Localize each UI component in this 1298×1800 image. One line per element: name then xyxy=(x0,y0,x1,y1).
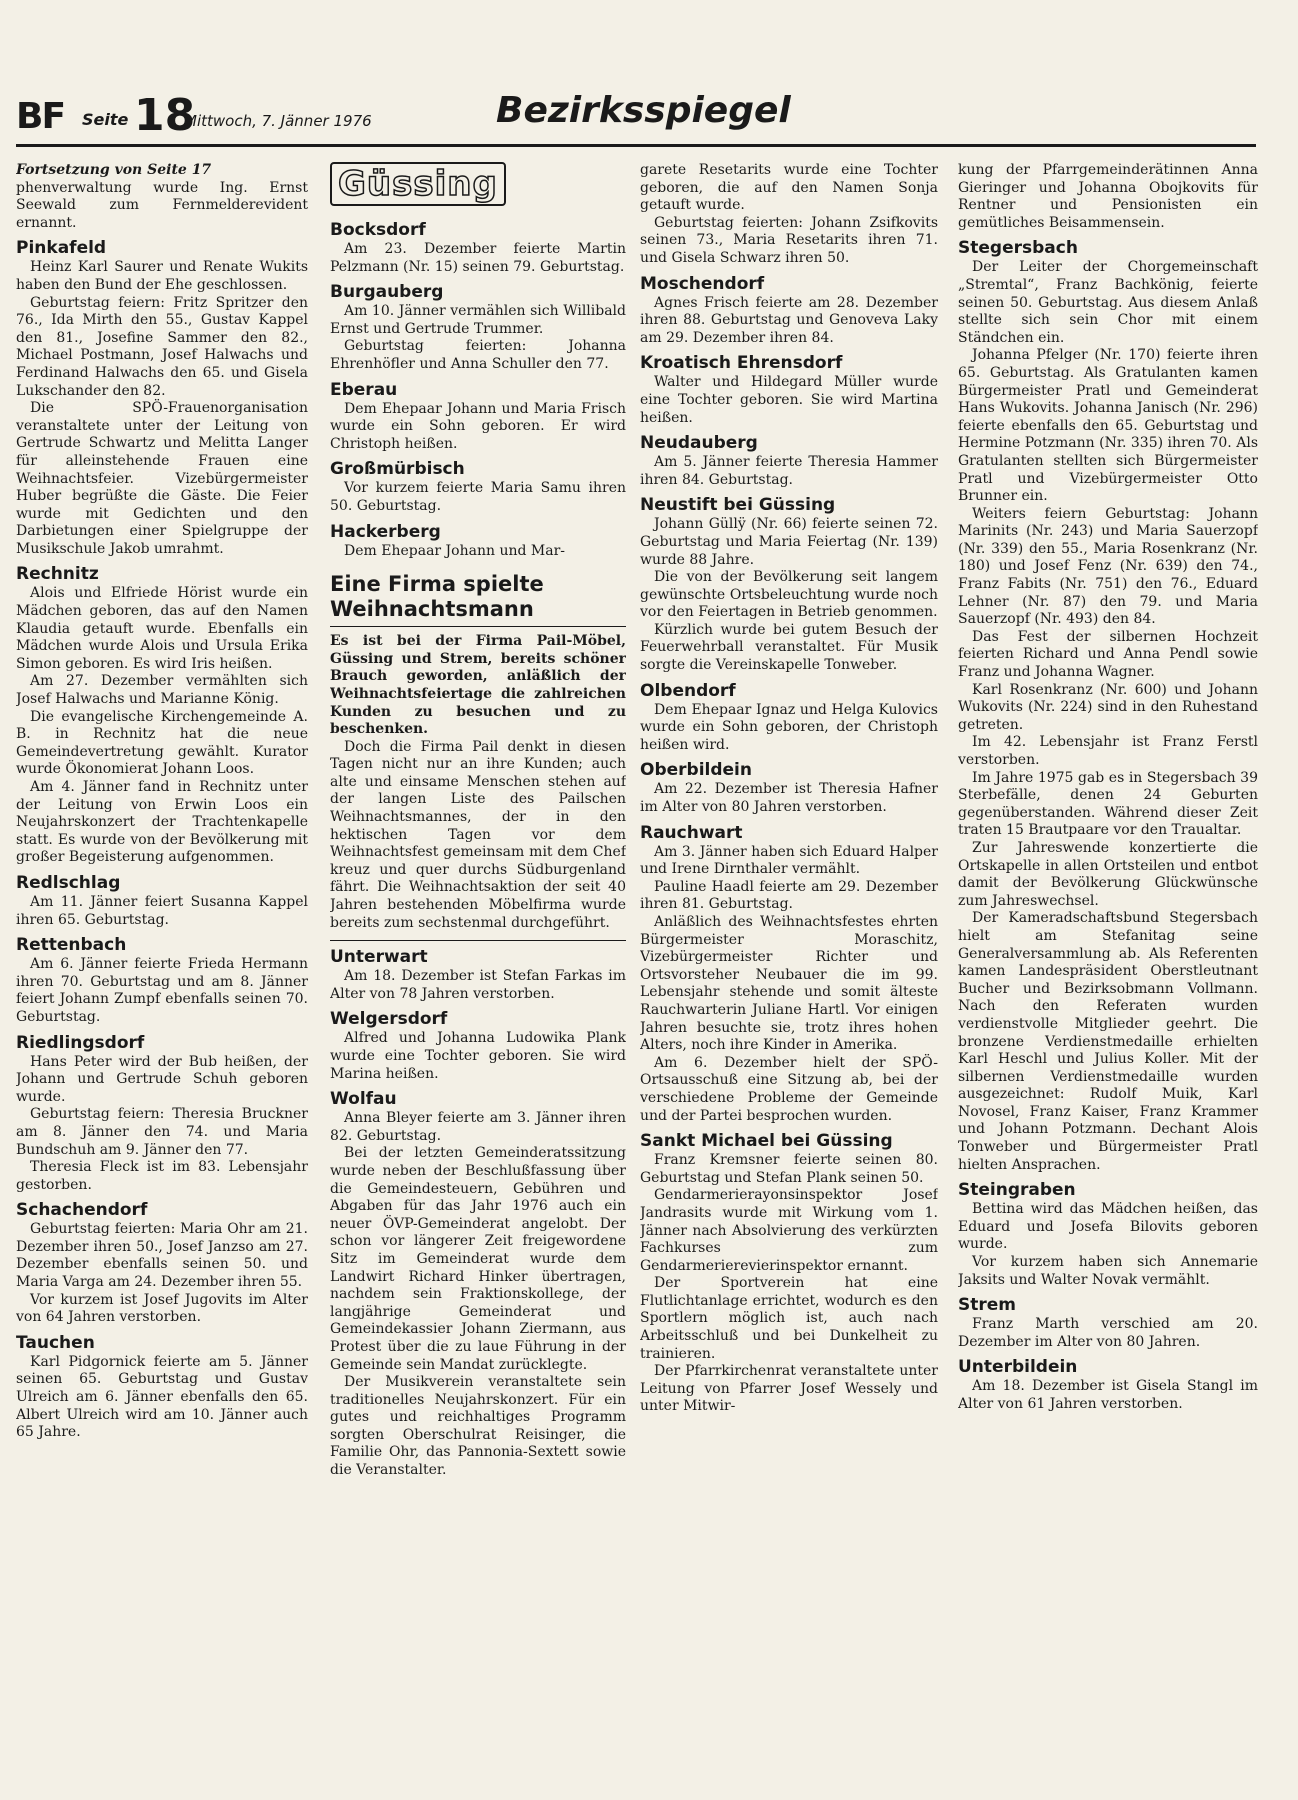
column-2 xyxy=(330,162,626,1792)
article-text: Am 6. Jänner feierte Frieda Hermann ihren 70. Geburtstag und am 8. Jänner feiert Johann Zumpf ebenfalls seinen 70. Geburtstag. xyxy=(16,956,308,1025)
heading-kroatisch-ehrensdorf: Kroatisch Ehrensdorf xyxy=(640,353,843,374)
article-text: Bettina wird das Mädchen heißen, das Eduard und Josefa Bilovits geboren wurde. xyxy=(958,1201,1258,1253)
heading-eberau: Eberau xyxy=(330,379,398,400)
heading-bocksdorf: Bocksdorf xyxy=(330,220,426,240)
article-text: Dem Ehepaar Johann und Mar- xyxy=(344,542,565,559)
divider xyxy=(330,940,626,941)
heading-tauchen: Tauchen xyxy=(16,1332,95,1353)
section-title: Bezirksspiegel xyxy=(496,90,791,131)
article-text: Walter und Hildegard Müller wurde eine Tochter geboren. Sie wird Martina heißen. xyxy=(640,374,938,426)
article-text: Vor kurzem feierte Maria Samu ihren 50. Geburtstag. xyxy=(330,480,626,514)
article-text: Im 42. Lebensjahr ist Franz Ferstl verstorben. xyxy=(958,734,1258,768)
heading-hackerberg: Hackerberg xyxy=(330,521,441,542)
article-text: Alfred und Johanna Ludowika Plank wurde eine Tochter geboren. Sie wird Marina heißen. xyxy=(330,1030,626,1082)
article-text: Geburtstag feiern: Fritz Spritzer den 76., Ida Mirth den 55., Gustav Kappel den 81., Josefine Sammer den 82., Michael Postmann, Josef Halwachs und Ferdinand Halwachs den 65. und Gisela Lukschander den 82. xyxy=(16,294,308,399)
article-text: Das Fest der silbernen Hochzeit feierten Richard und Anna Pendl sowie Franz und Johanna Wagner. xyxy=(958,628,1258,681)
article-text: Am 18. Dezember ist Gisela Stangl im Alter von 61 Jahren verstorben. xyxy=(958,1378,1258,1412)
article-text: Zur Jahreswende konzertierte die Ortskapelle in allen Ortsteilen und entbot damit der Bevölkerung Glückwünsche zum Jahreswechsel. xyxy=(958,839,1258,909)
article-text: Am 6. Dezember hielt der SPÖ-Ortsausschuß eine Sitzung ab, bei der verschiedene Probleme der Gemeinde und der Partei besprochen wurden. xyxy=(640,1054,938,1124)
heading-wolfau: Wolfau xyxy=(330,1089,397,1110)
article-text: Weiters feiern Geburtstag: Johann Marinits (Nr. 243) und Maria Sauerzopf (Nr. 339) den 55., Maria Rosenkranz (Nr. 180) und Josef Fenz (Nr. 639) den 74., Franz Fabits (Nr. 751) den 76., Eduard Lehner (Nr. 87) den 79. und Maria Sauerzopf (Nr. 493) den 84. xyxy=(958,505,1258,628)
column-3 xyxy=(640,162,938,1792)
issue-date: Mittwoch, 7. Jänner 1976 xyxy=(184,112,372,130)
article-text: Am 10. Jänner vermählen sich Willibald Ernst und Gertrude Trummer. xyxy=(330,303,626,337)
heading-redlschlag: Redlschlag xyxy=(16,872,121,893)
article-text: Vor kurzem ist Josef Jugovits im Alter von 64 Jahren verstorben. xyxy=(16,1291,308,1326)
article-text: Heinz Karl Saurer und Renate Wukits haben den Bund der Ehe geschlossen. xyxy=(16,259,308,293)
article-text: Doch die Firma Pail denkt in diesen Tagen nicht nur an ihre Kunden; auch alte und einsame Menschen stehen auf der langen Liste des Pailschen Weihnachtsmannes, der in den hektischen Tagen vor dem Weihnachtsfest gemeinsam mit dem Chef kreuz und quer durchs Südburgenland fährt. Die Weihnachtsaktion der seit 40 Jahren bestehenden Möbelfirma wurde bereits zum sechstenmal durchgeführt. xyxy=(330,738,626,931)
article-text: Die evangelische Kirchengemeinde A. B. in Rechnitz hat die neue Gemeindevertretung gewählt. Kurator wurde Ökonomierat Johann Loos. xyxy=(16,708,308,778)
heading-moschendorf: Moschendorf xyxy=(640,273,765,294)
heading-welgersdorf: Welgersdorf xyxy=(330,1009,448,1030)
heading-rechnitz: Rechnitz xyxy=(16,564,99,585)
heading-rauchwart: Rauchwart xyxy=(640,822,743,843)
article-text: Anna Bleyer feierte am 3. Jänner ihren 82. Geburtstag. xyxy=(330,1110,626,1144)
article-text: Pauline Haadl feierte am 29. Dezember ihren 81. Geburtstag. xyxy=(640,878,938,913)
article-text: Geburtstag feiern: Theresia Bruckner am 8. Jänner den 74. und Maria Bundschuh am 9. Jänner den 77. xyxy=(16,1106,308,1158)
article-text: Anläßlich des Weihnachtsfestes ehrten Bürgermeister Moraschitz, Vizebürgermeister Richter und Ortsvorsteher Neubauer die im 99. Lebensjahr stehende und somit älteste Rauchwarterin Juliane Hartl. Vor einigen Jahren besuchte sie, trotz ihres hohen Alters, noch ihre Kinder in Amerika. xyxy=(640,914,938,1054)
article-text: Dem Ehepaar Ignaz und Helga Kulovics wurde ein Sohn geboren, der Christoph heißen wird. xyxy=(640,701,938,753)
article-text: Der Kameradschaftsbund Stegersbach hielt am Stefanitag seine Generalversammlung ab. Als Referenten kamen Landespräsident Oberstleutnant Bucher und Bezirksobmann Vollmann. Nach den Referaten wurden verdienstvolle Mitglieder geehrt. Die bronzene Verdienstmedaille erhielten Karl Heschl und Julius Koller. Mit der silbernen Verdienstmedaille wurden ausgezeichnet: Rudolf Muik, Karl Novosel, Franz Kaiser, Franz Krammer und Johann Potzmann. Dechant Alois Tonweber und Bürgermeister Pratl hielten Ansprachen. xyxy=(958,910,1258,1173)
article-text: Johann Güllÿ (Nr. 66) feierte seinen 72. Geburtstag und Maria Feiertag (Nr. 139) wurde 88 Jahre. xyxy=(640,516,938,568)
article-text: Vor kurzem haben sich Annemarie Jaksits und Walter Novak vermählt. xyxy=(958,1254,1258,1288)
article-text: Geburtstag feierten: Johanna Ehrenhöfler und Anna Schuller den 77. xyxy=(330,338,626,372)
article-text: Am 3. Jänner haben sich Eduard Halper und Irene Dirnthaler vermählt. xyxy=(640,843,938,878)
article-text: Gendarmerierayonsinspektor Josef Jandrasits wurde mit Wirkung vom 1. Jänner nach Absolvierung des verkürzten Fachkurses zum Gendarmerierevierinspektor ernannt. xyxy=(640,1187,938,1274)
article-text: Karl Pidgornick feierte am 5. Jänner seinen 65. Geburtstag und Gustav Ulreich am 6. Jänner ebenfalls den 65. Albert Ulreich wird am 10. Jänner auch 65 Jahre. xyxy=(16,1353,308,1441)
article-text: Am 5. Jänner feierte Theresia Hammer ihren 84. Geburtstag. xyxy=(640,454,938,488)
page-label: Seite xyxy=(82,110,129,129)
heading-neudauberg: Neudauberg xyxy=(640,433,758,454)
article-text: Am 27. Dezember vermählten sich Josef Halwachs und Marianne König. xyxy=(16,673,308,708)
article-text: Johanna Pfelger (Nr. 170) feierte ihren 65. Geburtstag. Als Gratulanten kamen Bürgermeister Pratl und Gemeinderat Hans Wukovits. Johanna Janisch (Nr. 296) feierte ebenfalls den 65. Geburtstag und Hermine Potzmann (Nr. 335) ihren 70. Als Gratulanten stellten sich Bürgermeister Pratl und Vizebürgermeister Otto Brunner ein. xyxy=(958,347,1258,505)
heading-schachendorf: Schachendorf xyxy=(16,1200,148,1221)
article-text: Franz Kremsner feierte seinen 80. Geburtstag und Stefan Plank seinen 50. xyxy=(640,1152,938,1186)
article-text: Am 18. Dezember ist Stefan Farkas im Alter von 78 Jahren verstorben. xyxy=(330,968,626,1002)
heading-strem: Strem xyxy=(958,1295,1016,1316)
feature-lead: Es ist bei der Firma Pail-Möbel, Güssing und Strem, bereits schöner Brauch geworden, anläßlich der Weihnachtsfeiertage die zahlreichen Kunden zu besuchen und zu beschenken. xyxy=(330,633,626,738)
article-text: Der Musikverein veranstaltete sein traditionelles Neujahrskonzert. Für ein gutes und reichhaltiges Programm sorgten Oberschulrat Reisinger, die Familie Ohr, das Pannonia-Sextett sowie die Veranstalter. xyxy=(330,1374,626,1479)
article-text: garete Resetarits wurde eine Tochter geboren, die auf den Namen Sonja getauft wurde. xyxy=(640,162,938,214)
heading-rettenbach: Rettenbach xyxy=(16,935,127,956)
heading-neustift: Neustift bei Güssing xyxy=(640,495,836,516)
heading-stegersbach: Stegersbach xyxy=(958,238,1078,259)
heading-olbendorf: Olbendorf xyxy=(640,680,736,701)
guessing-logo: Güssing xyxy=(330,162,506,206)
newspaper-brand: BF xyxy=(16,96,65,137)
article-text: Am 22. Dezember ist Theresia Hafner im Alter von 80 Jahren verstorben. xyxy=(640,781,938,816)
column-4 xyxy=(958,162,1258,1792)
article-text: Franz Marth verschied am 20. Dezember im Alter von 80 Jahren. xyxy=(958,1316,1258,1350)
article-text: Die SPÖ-Frauenorganisation veranstaltete unter der Leitung von Gertrude Schwartz und Melitta Langer für alleinstehende Frauen eine Weihnachtsfeier. Vizebürgermeister Huber begrüßte die Gäste. Die Feier wurde mit Gedichten und den Darbietungen einer Spielgruppe der Musikschule Jakob umrahmt. xyxy=(16,400,308,557)
article-text: kung der Pfarrgemeinderätinnen Anna Gieringer und Johanna Obojkovits für Rentner und Pensionisten ein gemütliches Beisammensein. xyxy=(958,162,1258,231)
page-number: 18 xyxy=(134,90,196,141)
article-text: Hans Peter wird der Bub heißen, der Johann und Gertrude Schuh geboren wurde. xyxy=(16,1053,308,1105)
heading-pinkafeld: Pinkafeld xyxy=(16,238,107,259)
heading-unterwart: Unterwart xyxy=(330,947,428,968)
article-text: Geburtstag feierten: Maria Ohr am 21. Dezember ihren 50., Josef Janzso am 27. Dezember ebenfalls seinen 50. und Maria Varga am 24. Dezember ihren 55. xyxy=(16,1221,308,1291)
article-text: Theresia Fleck ist im 83. Lebensjahr gestorben. xyxy=(16,1159,308,1193)
article-text: Dem Ehepaar Johann und Maria Frisch wurde ein Sohn geboren. Er wird Christoph heißen. xyxy=(330,400,626,452)
article-text: Bei der letzten Gemeinderatssitzung wurde neben der Beschlußfassung über die Gemeindesteuern, Gebühren und Abgaben für das Jahr 1976 auch ein neuer ÖVP-Gemeinderat angelobt. Der schon vor längerer Zeit freigewordene Sitz im Gemeinderat wurde dem Landwirt Richard Hinker übertragen, nachdem sein Fraktionskollege, der langjährige Gemeinderat und Gemeindekassier Johann Ziermann, aus Protest über die zu laue Führung in der Gemeinde sein Mandat zurücklegte. xyxy=(330,1145,626,1373)
article-text: Alois und Elfriede Hörist wurde ein Mädchen geboren, das auf den Namen Klaudia getauft wurde. Ebenfalls ein Mädchen wurde Alois und Ursula Erika Simon geboren. Es wird Iris heißen. xyxy=(16,585,308,672)
column-1 xyxy=(16,162,308,1792)
article-text: phenverwaltung wurde Ing. Ernst Seewald zum Fernmelderevident ernannt. xyxy=(16,179,308,231)
article-text: Karl Rosenkranz (Nr. 600) und Johann Wukovits (Nr. 224) sind in den Ruhestand getreten. xyxy=(958,681,1258,733)
heading-riedlingsdorf: Riedlingsdorf xyxy=(16,1032,145,1053)
article-text: Am 4. Jänner fand in Rechnitz unter der Leitung von Erwin Loos ein Neujahrskonzert der Trachtenkapelle statt. Es wurde von der Bevölkerung mit großer Begeisterung aufgenommen. xyxy=(16,779,308,866)
article-text: Der Pfarrkirchenrat veranstaltete unter Leitung von Pfarrer Josef Wessely und unter Mitwir- xyxy=(640,1363,938,1415)
article-text: Agnes Frisch feierte am 28. Dezember ihren 88. Geburtstag und Genoveva Laky am 29. Dezember ihren 84. xyxy=(640,294,938,346)
article-text: Der Sportverein hat eine Flutlichtanlage errichtet, wodurch es den Sportlern möglich ist, auch nach Arbeitsschluß und bei Dunkelheit zu trainieren. xyxy=(640,1275,938,1362)
heading-steingraben: Steingraben xyxy=(958,1180,1076,1201)
heading-unterbildein: Unterbildein xyxy=(958,1357,1078,1378)
feature-headline: Eine Firma spielte Weihnachtsmann xyxy=(330,572,626,627)
heading-grossmuerbisch: Großmürbisch xyxy=(330,459,465,480)
article-text: Am 11. Jänner feiert Susanna Kappel ihren 65. Geburtstag. xyxy=(16,893,308,928)
heading-burgauberg: Burgauberg xyxy=(330,282,444,303)
heading-sankt-michael: Sankt Michael bei Güssing xyxy=(640,1131,893,1152)
article-text: Der Leiter der Chorgemeinschaft „Stremtal“, Franz Bachkönig, feierte seinen 50. Geburtstag. Aus diesem Anlaß stellte sich sein Chor mit einem Ständchen ein. xyxy=(958,259,1258,346)
article-text: Die von der Bevölkerung seit langem gewünschte Ortsbeleuchtung wurde noch vor den Feiertagen in Betrieb genommen. xyxy=(640,569,938,621)
article-text: Kürzlich wurde bei gutem Besuch der Feuerwehrball veranstaltet. Für Musik sorgte die Vereinskapelle Tonweber. xyxy=(640,621,938,674)
article-text: Geburtstag feierten: Johann Zsifkovits seinen 73., Maria Resetarits ihren 71. und Gisela Schwarz ihren 50. xyxy=(640,214,938,266)
article-text: Im Jahre 1975 gab es in Stegersbach 39 Sterbefälle, denen 24 Geburten gegenüberstanden. Während dieser Zeit traten 15 Brautpaare vor den Traualtar. xyxy=(958,769,1258,839)
continuation-note: Fortsetzung von Seite 17 xyxy=(16,162,212,178)
heading-oberbildein: Oberbildein xyxy=(640,760,752,781)
article-text: Am 23. Dezember feierte Martin Pelzmann (Nr. 15) seinen 79. Geburtstag. xyxy=(330,241,626,275)
masthead xyxy=(16,90,1256,147)
